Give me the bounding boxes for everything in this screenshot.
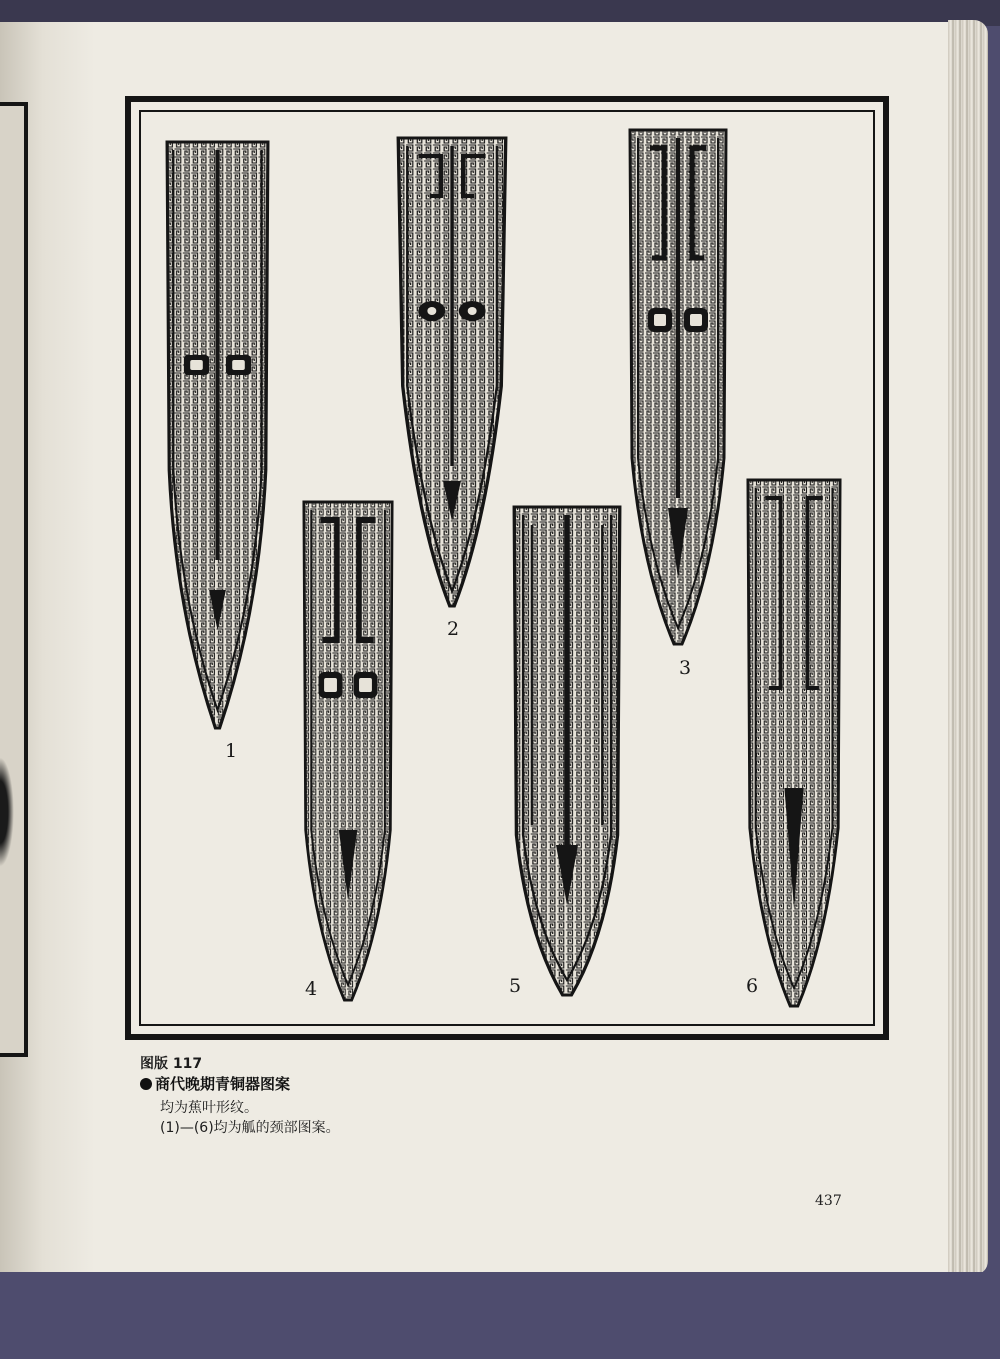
blade-figure-4 (302, 500, 394, 1002)
blade-5-drawing (512, 505, 622, 997)
blade-figure-3 (628, 128, 728, 646)
caption-title-text: 商代晚期青铜器图案 (155, 1075, 291, 1093)
figure-number-2: 2 (446, 618, 460, 640)
blade-2-drawing (396, 136, 508, 608)
blade-1-drawing (165, 140, 270, 730)
blade-figure-6 (746, 478, 842, 1008)
caption-title (140, 1073, 290, 1094)
book-page-edges (948, 20, 988, 1275)
figure-number-5: 5 (508, 975, 522, 997)
blade-4-drawing (302, 500, 394, 1002)
plate-number: 图版 117 (140, 1056, 203, 1072)
figure-number-3: 3 (678, 657, 692, 679)
previous-page-ornament (0, 757, 14, 867)
bullet-icon (140, 1078, 152, 1090)
figure-number-1: 1 (224, 740, 238, 762)
caption-line-2: (1)—(6)均为觚的颈部图案。 (160, 1120, 340, 1136)
blade-3-drawing (628, 128, 728, 646)
blade-figure-5 (512, 505, 622, 997)
page-number: 437 (815, 1193, 842, 1209)
figure-number-4: 4 (304, 978, 318, 1000)
blade-6-drawing (746, 478, 842, 1008)
blade-figure-2 (396, 136, 508, 608)
caption-line-1: 均为蕉叶形纹。 (160, 1100, 258, 1116)
blade-figure-1 (165, 140, 270, 730)
previous-page-plate-edge (0, 102, 28, 1057)
figure-number-6: 6 (745, 975, 759, 997)
scan-background-bottom (0, 1272, 1000, 1359)
